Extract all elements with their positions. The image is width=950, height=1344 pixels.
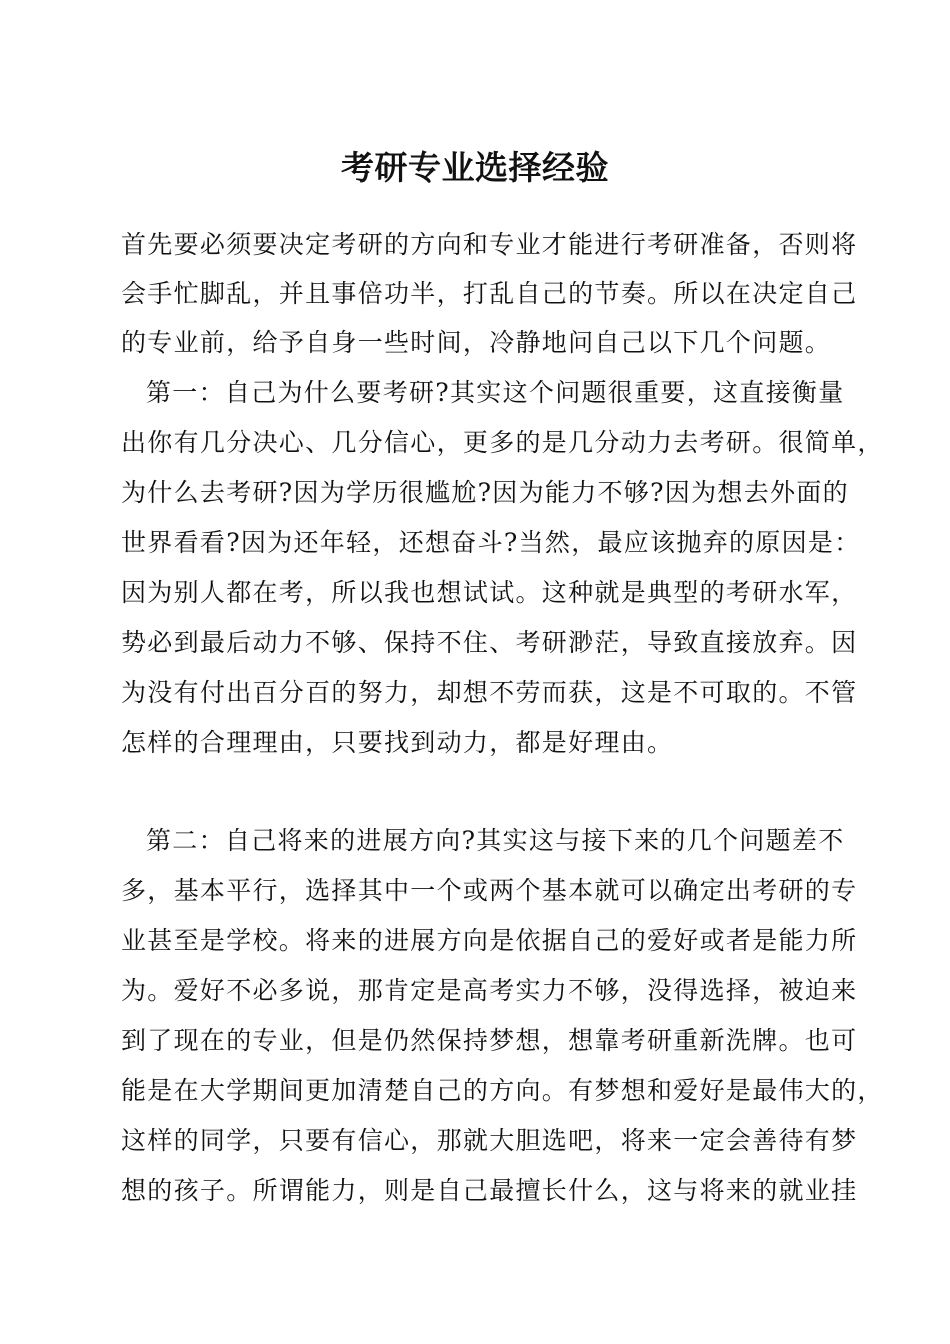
paragraph-1-line-3: 的专业前，给予自身一些时间，冷静地问自己以下几个问题。 [121,328,832,357]
paragraph-3-line-1: 第二：自己将来的进展方向?其实这与接下来的几个问题差不 [146,826,845,855]
paragraph-1-line-1: 首先要必须要决定考研的方向和专业才能进行考研准备，否则将 [121,230,858,259]
paragraph-3-line-2: 多，基本平行，选择其中一个或两个基本就可以确定出考研的专 [121,876,858,905]
paragraph-3-line-7: 这样的同学，只要有信心，那就大胆选吧，将来一定会善待有梦 [121,1126,858,1155]
paragraph-2-line-7: 为没有付出百分百的努力，却想不劳而获，这是不可取的。不管 [121,678,858,707]
paragraph-2-line-1: 第一：自己为什么要考研?其实这个问题很重要，这直接衡量 [146,378,845,407]
paragraph-2-line-2: 出你有几分决心、几分信心，更多的是几分动力去考研。很简单， [121,428,884,457]
paragraph-3-line-8: 想的孩子。所谓能力，则是自己最擅长什么，这与将来的就业挂 [121,1176,858,1205]
paragraph-2-line-8: 怎样的合理理由，只要找到动力，都是好理由。 [121,728,674,757]
paragraph-2-line-6: 势必到最后动力不够、保持不住、考研渺茫，导致直接放弃。因 [121,628,858,657]
paragraph-2-line-4: 世界看看?因为还年轻，还想奋斗?当然，最应该抛弃的原因是： [121,528,861,557]
paragraph-3-line-6: 能是在大学期间更加清楚自己的方向。有梦想和爱好是最伟大的， [121,1076,884,1105]
paragraph-2-line-5: 因为别人都在考，所以我也想试试。这种就是典型的考研水军， [121,578,858,607]
paragraph-3-line-4: 为。爱好不必多说，那肯定是高考实力不够，没得选择，被迫来 [121,976,858,1005]
paragraph-3-line-5: 到了现在的专业，但是仍然保持梦想，想靠考研重新洗牌。也可 [121,1026,858,1055]
paragraph-2-line-3: 为什么去考研?因为学历很尴尬?因为能力不够?因为想去外面的 [121,478,849,507]
document-title: 考研专业选择经验 [341,148,609,187]
paragraph-3-line-3: 业甚至是学校。将来的进展方向是依据自己的爱好或者是能力所 [121,926,858,955]
paragraph-1-line-2: 会手忙脚乱，并且事倍功半，打乱自己的节奏。所以在决定自己 [121,279,858,308]
